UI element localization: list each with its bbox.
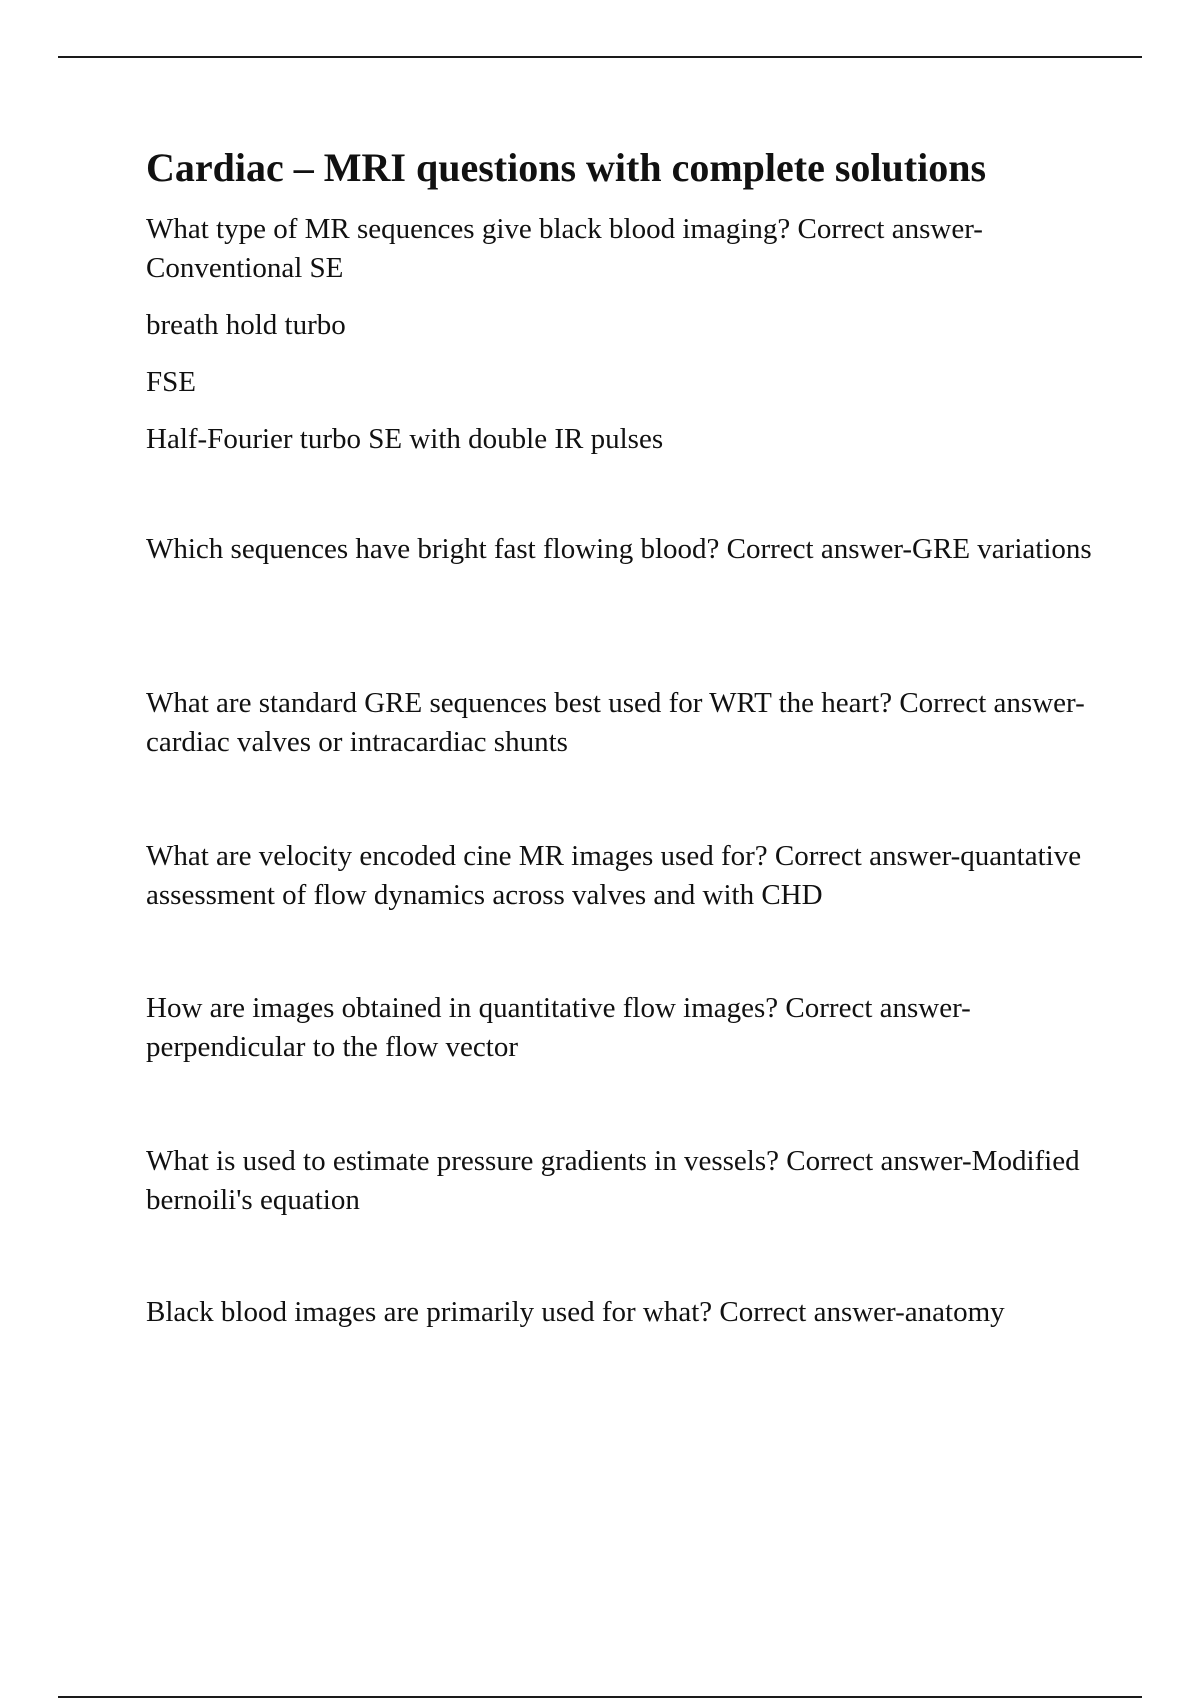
qa-paragraph: breath hold turbo (146, 309, 346, 341)
document-title: Cardiac – MRI questions with complete solutions (146, 145, 987, 190)
qa-paragraph: Half-Fourier turbo SE with double IR pulses (146, 423, 664, 455)
qa-paragraph: Black blood images are primarily used for what? Correct answer-anatomy (146, 1296, 1005, 1328)
qa-paragraph: What are standard GRE sequences best used for WRT the heart? Correct answer-cardiac valves or intracardiac shunts (146, 687, 1085, 758)
qa-paragraph: What are velocity encoded cine MR images used for? Correct answer-quantative assessment of flow dynamics across valves and with CHD (146, 840, 1082, 911)
qa-paragraph: What type of MR sequences give black blood imaging? Correct answer-Conventional SE (146, 213, 983, 284)
bottom-divider (58, 1696, 1142, 1698)
qa-paragraph: How are images obtained in quantitative flow images? Correct answer-perpendicular to the flow vector (146, 992, 971, 1063)
qa-paragraph: Which sequences have bright fast flowing blood? Correct answer-GRE variations (146, 533, 1092, 565)
qa-paragraph: FSE (146, 366, 196, 398)
qa-paragraph: What is used to estimate pressure gradients in vessels? Correct answer-Modified bernoili's equation (146, 1145, 1080, 1216)
top-divider (58, 56, 1142, 58)
